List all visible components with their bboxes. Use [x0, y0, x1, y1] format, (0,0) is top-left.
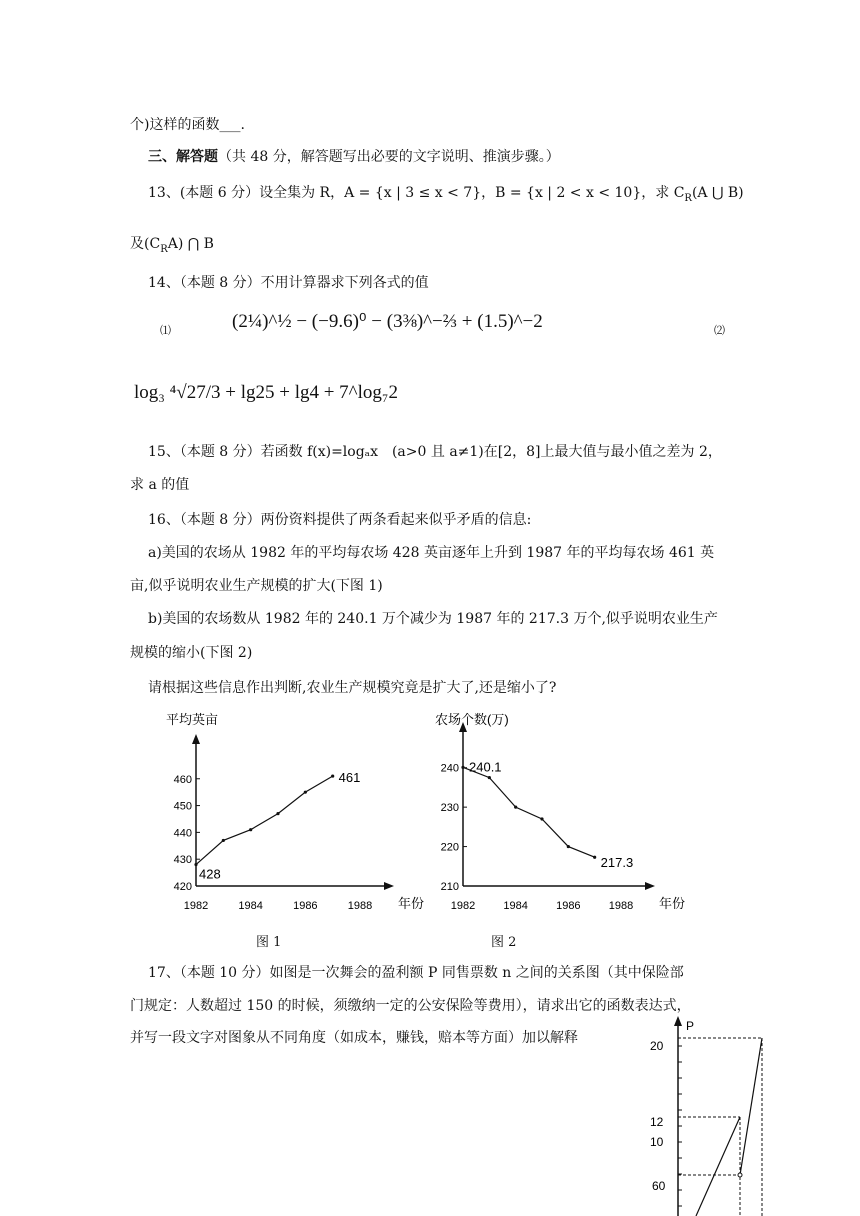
section-3-heading — [148, 146, 560, 166]
figure-2-chart — [425, 708, 685, 918]
y-tick-label: 240 — [440, 762, 459, 775]
y-axis-label: 平均英亩 — [166, 712, 219, 727]
question-15-line2: 求 a 的值 — [130, 477, 190, 493]
series-line — [463, 767, 595, 857]
figure-3-chart — [640, 1010, 770, 1216]
y-tick-label: 430 — [173, 854, 192, 867]
annotation-first: 428 — [199, 866, 221, 882]
figure-1-caption: 图 1 — [256, 935, 282, 950]
y-axis-arrow — [192, 734, 200, 744]
y-axis-label: 农场个数(万) — [435, 712, 509, 727]
data-point — [593, 856, 596, 859]
segment-2 — [740, 1038, 762, 1175]
question-16-prompt: 请根据这些信息作出判断,农业生产规模究竟是扩大了,还是缩小了? — [148, 680, 557, 696]
annotation-last: 461 — [338, 770, 361, 786]
x-tick-label: 1986 — [556, 900, 581, 912]
y-tick-label: 450 — [173, 800, 192, 813]
y-tick-10: 10 — [650, 1135, 664, 1149]
question-17-line2: 门规定：人数超过 150 的时候，须缴纳一定的公安保险等费用），请求出它的函数表达式， — [130, 998, 691, 1014]
question-14-title: 14、（本题 8 分）不用计算器求下列各式的值 — [148, 275, 429, 291]
y-tick-20: 20 — [650, 1039, 664, 1053]
y-tick-12: 12 — [650, 1115, 664, 1129]
figure-1-chart — [160, 708, 425, 918]
x-tick-label: 1984 — [238, 900, 263, 912]
y-tick-label: 210 — [440, 881, 459, 893]
x-axis-label: 年份 — [659, 896, 686, 911]
question-15-line1: 15、（本题 8 分）若函数 f(x)=logₐx (a>0 且 a≠1)在[2，8]上最大值与最小值之差为 2， — [148, 444, 722, 460]
y-axis-label: P — [686, 1019, 695, 1033]
section-3-note: （共 48 分，解答题写出必要的文字说明、推演步骤。） — [218, 149, 560, 165]
question-16-a-line1: a)美国的农场从 1982 年的平均每农场 428 英亩逐年上升到 1987 年的平均每农场 461 英 — [148, 545, 715, 561]
x-axis-arrow — [645, 882, 655, 890]
x-axis-arrow — [384, 882, 394, 890]
x-tick-label: 1982 — [183, 900, 209, 912]
question-17-line3: 并写一段文字对图象从不同角度（如成本，赚钱，赔本等方面）加以解释 — [130, 1030, 578, 1046]
series-line — [196, 776, 333, 864]
y-axis-arrow — [674, 1016, 682, 1026]
question-14-part2-label: ⑵ — [714, 324, 725, 337]
x-axis-label: 年份 — [398, 896, 425, 911]
data-point — [540, 817, 543, 820]
question-13-line1: 13、(本题 6 分）设全集为 R，A = {x | 3 ≤ x < 7}，B = {x | 2 < x < 10}，求 $C_R(A$ ⋃ B) — [148, 185, 744, 204]
x-tick-label: 1986 — [293, 900, 318, 912]
question-16-title: 16、（本题 8 分）两份资料提供了两条看起来似乎矛盾的信息: — [148, 512, 532, 528]
data-point — [461, 766, 464, 769]
question-16-b-line2: 规模的缩小(下图 2) — [130, 645, 253, 661]
y-tick-60: 60 — [652, 1179, 666, 1193]
y-tick-label: 440 — [173, 827, 192, 840]
y-tick-label: 230 — [440, 802, 459, 815]
data-point — [249, 828, 252, 831]
annotation-first: 240.1 — [469, 759, 502, 775]
question-13-line2: 及$(C_RA)$ ⋂ B — [130, 236, 214, 255]
x-tick-label: 1988 — [608, 900, 634, 912]
question-12-tail: 个)这样的函数___. — [130, 117, 245, 133]
question-14-expression-1: (2¼)^½ − (−9.6)⁰ − (3⅜)^−⅔ + (1.5)^−2 — [232, 311, 543, 332]
data-point — [222, 839, 225, 842]
annotation-last: 217.3 — [600, 855, 634, 871]
section-3-title: 三、解答题 — [148, 149, 218, 165]
data-point — [276, 812, 279, 815]
segment-1 — [696, 1117, 740, 1216]
data-point — [514, 806, 517, 809]
y-tick-label: 420 — [173, 881, 192, 893]
data-point — [194, 863, 197, 866]
question-14-part1-label: ⑴ — [160, 324, 171, 337]
data-point — [567, 845, 570, 848]
data-point — [331, 774, 334, 777]
y-tick-label: 460 — [173, 773, 192, 786]
figure-2-caption: 图 2 — [491, 935, 517, 950]
question-17-line1: 17、（本题 10 分）如图是一次舞会的盈利额 P 同售票数 n 之间的关系图（其中保险部 — [148, 965, 684, 981]
data-point — [304, 791, 307, 794]
question-16-a-line2: 亩,似乎说明农业生产规模的扩大(下图 1) — [130, 578, 383, 594]
question-14-expression-2: log₃ ⁴√27/3 + lg25 + lg4 + 7^log₇2 — [134, 382, 399, 403]
x-tick-label: 1988 — [347, 900, 373, 912]
y-tick-label: 220 — [440, 841, 459, 854]
x-tick-label: 1982 — [450, 900, 476, 912]
question-16-b-line1: b)美国的农场数从 1982 年的 240.1 万个减少为 1987 年的 217.3 万个,似乎说明农业生产 — [148, 611, 718, 627]
data-point — [488, 776, 491, 779]
x-tick-label: 1984 — [503, 900, 528, 912]
open-point — [738, 1173, 742, 1177]
